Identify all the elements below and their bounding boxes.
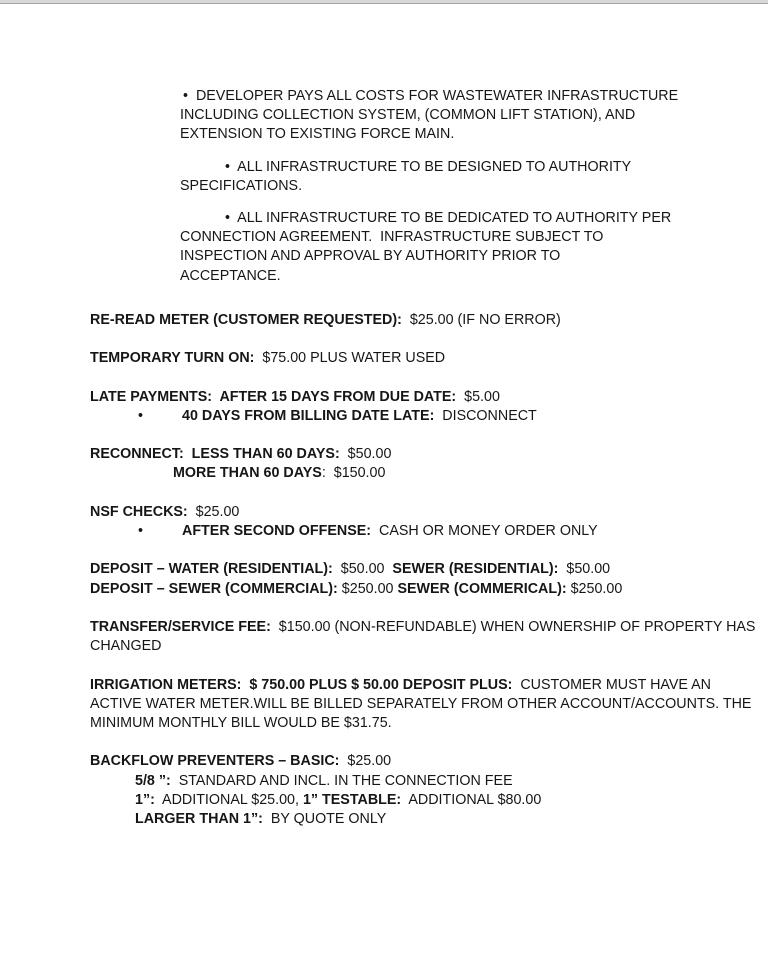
line-spacer <box>0 426 768 445</box>
text-line <box>0 407 768 426</box>
text-line <box>0 810 768 829</box>
fee-value: $25.00 <box>187 503 240 520</box>
line-spacer <box>0 145 768 158</box>
fee-value: • ALL INFRASTRUCTURE TO BE DEDICATED TO AUTHORITY PER <box>225 210 672 227</box>
text-line <box>0 772 768 791</box>
text-line <box>0 695 768 714</box>
text-line <box>0 267 768 286</box>
fee-value: $5.00 <box>456 388 500 405</box>
text-line <box>0 618 768 637</box>
text-line <box>0 125 768 144</box>
line-spacer <box>0 196 768 209</box>
fee-label: LARGER THAN 1”: <box>135 810 263 827</box>
fee-value: CHANGED <box>90 638 162 655</box>
text-line <box>0 560 768 579</box>
fee-value: BY QUOTE ONLY <box>262 810 387 827</box>
fee-value: $75.00 PLUS WATER USED <box>254 350 446 367</box>
fee-label: RE-READ METER (CUSTOMER REQUESTED): <box>90 311 402 328</box>
fee-label: 5/8 ”: <box>135 772 171 789</box>
bullet-icon: • <box>138 407 144 424</box>
line-spacer <box>0 368 768 387</box>
text-line <box>0 209 768 228</box>
text-line <box>0 311 768 330</box>
fee-value: • DEVELOPER PAYS ALL COSTS FOR WASTEWATER INFRASTRUCTURE <box>183 88 679 104</box>
text-line <box>0 228 768 247</box>
fee-label: 40 DAYS FROM BILLING DATE LATE: <box>182 407 435 424</box>
fee-label: MORE THAN 60 DAYS <box>173 465 322 482</box>
fee-value: MINIMUM MONTHLY BILL WOULD BE $31.75. <box>90 714 392 731</box>
fee-value: : $150.00 <box>321 465 386 482</box>
line-spacer <box>0 541 768 560</box>
fee-value: ACTIVE WATER METER.WILL BE BILLED SEPARATELY FROM OTHER ACCOUNT/ACCOUNTS. THE <box>90 695 752 712</box>
text-line <box>0 580 768 599</box>
fee-label: NSF CHECKS: <box>90 503 188 520</box>
text-line <box>0 87 768 106</box>
fee-label: LATE PAYMENTS: AFTER 15 DAYS FROM DUE DATE: <box>90 388 457 405</box>
fee-label: BACKFLOW PREVENTERS – BASIC: <box>90 753 340 770</box>
fee-label: RECONNECT: LESS THAN 60 DAYS: <box>90 446 340 463</box>
text-line <box>0 503 768 522</box>
fee-value: $25.00 <box>339 753 392 770</box>
text-line <box>0 349 768 368</box>
text-line <box>0 464 768 483</box>
line-spacer <box>0 484 768 503</box>
fee-value: $250.00 <box>566 580 623 597</box>
fee-value: ADDITIONAL $80.00 <box>401 791 542 808</box>
fee-label: DEPOSIT – SEWER (COMMERCIAL): <box>90 580 338 597</box>
text-line <box>0 388 768 407</box>
fee-value: $250.00 <box>337 580 398 597</box>
fee-value: EXTENSION TO EXISTING FORCE MAIN. <box>180 126 455 143</box>
text-line <box>0 791 768 810</box>
fee-label: 1” TESTABLE: <box>302 791 402 808</box>
fee-value: STANDARD AND INCL. IN THE CONNECTION FEE <box>170 772 513 789</box>
fee-value: $50.00 <box>339 446 392 463</box>
fee-label: TEMPORARY TURN ON: <box>90 350 255 367</box>
fee-value: CASH OR MONEY ORDER ONLY <box>371 523 598 539</box>
line-spacer <box>0 656 768 675</box>
line-spacer <box>0 733 768 752</box>
fee-value: $150.00 (NON-REFUNDABLE) WHEN OWNERSHIP OF PROPERTY HAS <box>270 618 756 635</box>
fee-value: $25.00 (IF NO ERROR) <box>401 311 561 328</box>
fee-value: SPECIFICATIONS. <box>180 177 303 194</box>
fee-value: DISCONNECT <box>434 407 537 424</box>
fee-value: CONNECTION AGREEMENT. INFRASTRUCTURE SUBJECT TO <box>180 229 604 246</box>
text-line <box>0 676 768 695</box>
fee-label: TRANSFER/SERVICE FEE: <box>90 618 271 635</box>
fee-value: CUSTOMER MUST HAVE AN <box>512 676 712 693</box>
line-spacer <box>0 330 768 349</box>
fee-value: $50.00 <box>332 561 393 578</box>
line-spacer <box>0 286 768 311</box>
fee-value: $50.00 <box>558 561 611 578</box>
fee-label: AFTER SECOND OFFENSE: <box>182 523 372 539</box>
fee-value: ACCEPTANCE. <box>180 267 281 284</box>
fee-value: INSPECTION AND APPROVAL BY AUTHORITY PRIOR TO <box>180 248 561 265</box>
fee-label: 1”: <box>135 791 155 808</box>
text-line <box>0 752 768 771</box>
text-line <box>0 714 768 733</box>
bullet-icon: • <box>138 523 144 539</box>
fee-value: ADDITIONAL $25.00, <box>154 791 303 808</box>
fee-value: • ALL INFRASTRUCTURE TO BE DESIGNED TO AUTHORITY <box>225 158 632 175</box>
fee-value: INCLUDING COLLECTION SYSTEM, (COMMON LIFT STATION), AND <box>180 107 636 124</box>
text-line <box>0 158 768 177</box>
fee-label: IRRIGATION METERS: $ 750.00 PLUS $ 50.00 DEPOSIT PLUS: <box>90 676 513 693</box>
fee-label: DEPOSIT – WATER (RESIDENTIAL): <box>90 561 333 578</box>
text-line <box>0 247 768 266</box>
fee-label: SEWER (COMMERICAL): <box>397 580 567 597</box>
text-line <box>0 177 768 196</box>
fee-label: SEWER (RESIDENTIAL): <box>392 561 559 578</box>
text-line <box>0 106 768 125</box>
line-spacer <box>0 599 768 618</box>
text-line <box>0 445 768 464</box>
text-line <box>0 637 768 656</box>
text-line <box>0 522 768 541</box>
